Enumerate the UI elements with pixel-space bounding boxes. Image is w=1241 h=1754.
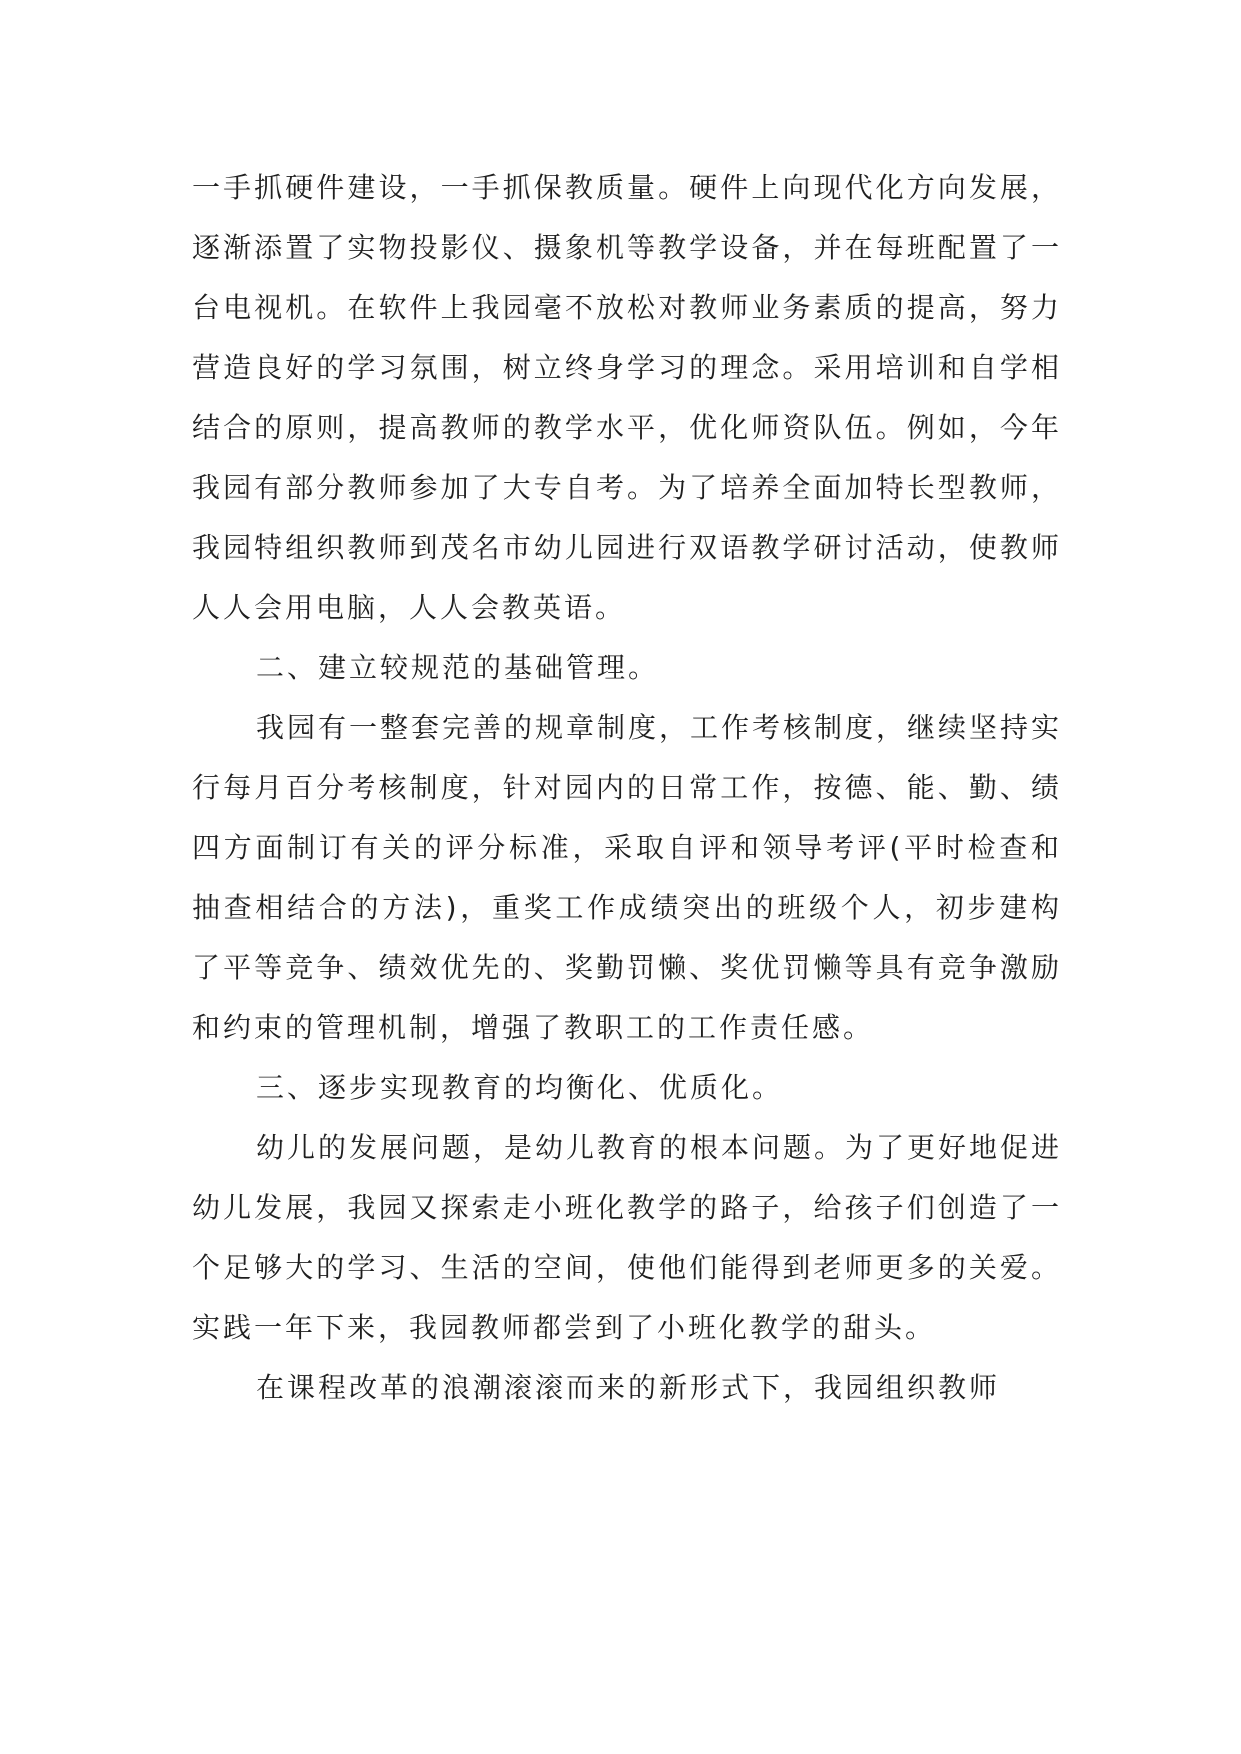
- heading-balanced-education: 三、逐步实现教育的均衡化、优质化。: [256, 1071, 784, 1104]
- paragraph-rules-system: 我园有一整套完善的规章制度，工作考核制度，继续坚持实行每月百分考核制度，针对园内的日常工作，按德、能、勤、绩四方面制订有关的评分标准，采取自评和领导考评(平时检查和抽查相结合的方法)，重奖工作成绩突出的班级个人，初步建构了平等竞争、绩效优先的、奖勤罚懒、奖优罚懒等具有竞争激励和约束的管理机制，增强了教职工的工作责任感。: [192, 711, 1063, 1044]
- heading-basic-management: 二、建立较规范的基础管理。: [256, 651, 660, 684]
- paragraph-hardware-software: 一手抓硬件建设，一手抓保教质量。硬件上向现代化方向发展，逐渐添置了实物投影仪、摄象机等教学设备，并在每班配置了一台电视机。在软件上我园毫不放松对教师业务素质的提高，努力营造良好的学习氛围，树立终身学习的理念。采用培训和自学相结合的原则，提高教师的教学水平，优化师资队伍。例如，今年我园有部分教师参加了大专自考。为了培养全面加特长型教师，我园特组织教师到茂名市幼儿园进行双语教学研讨活动，使教师人人会用电脑，人人会教英语。: [192, 171, 1062, 624]
- document-body: [192, 158, 1062, 1418]
- paragraph-curriculum-reform: 在课程改革的浪潮滚滚而来的新形式下，我园组织教师: [256, 1371, 1001, 1404]
- paragraph-child-development: 幼儿的发展问题，是幼儿教育的根本问题。为了更好地促进幼儿发展，我园又探索走小班化教学的路子，给孩子们创造了一个足够大的学习、生活的空间，使他们能得到老师更多的关爱。实践一年下来，我园教师都尝到了小班化教学的甜头。: [192, 1131, 1063, 1344]
